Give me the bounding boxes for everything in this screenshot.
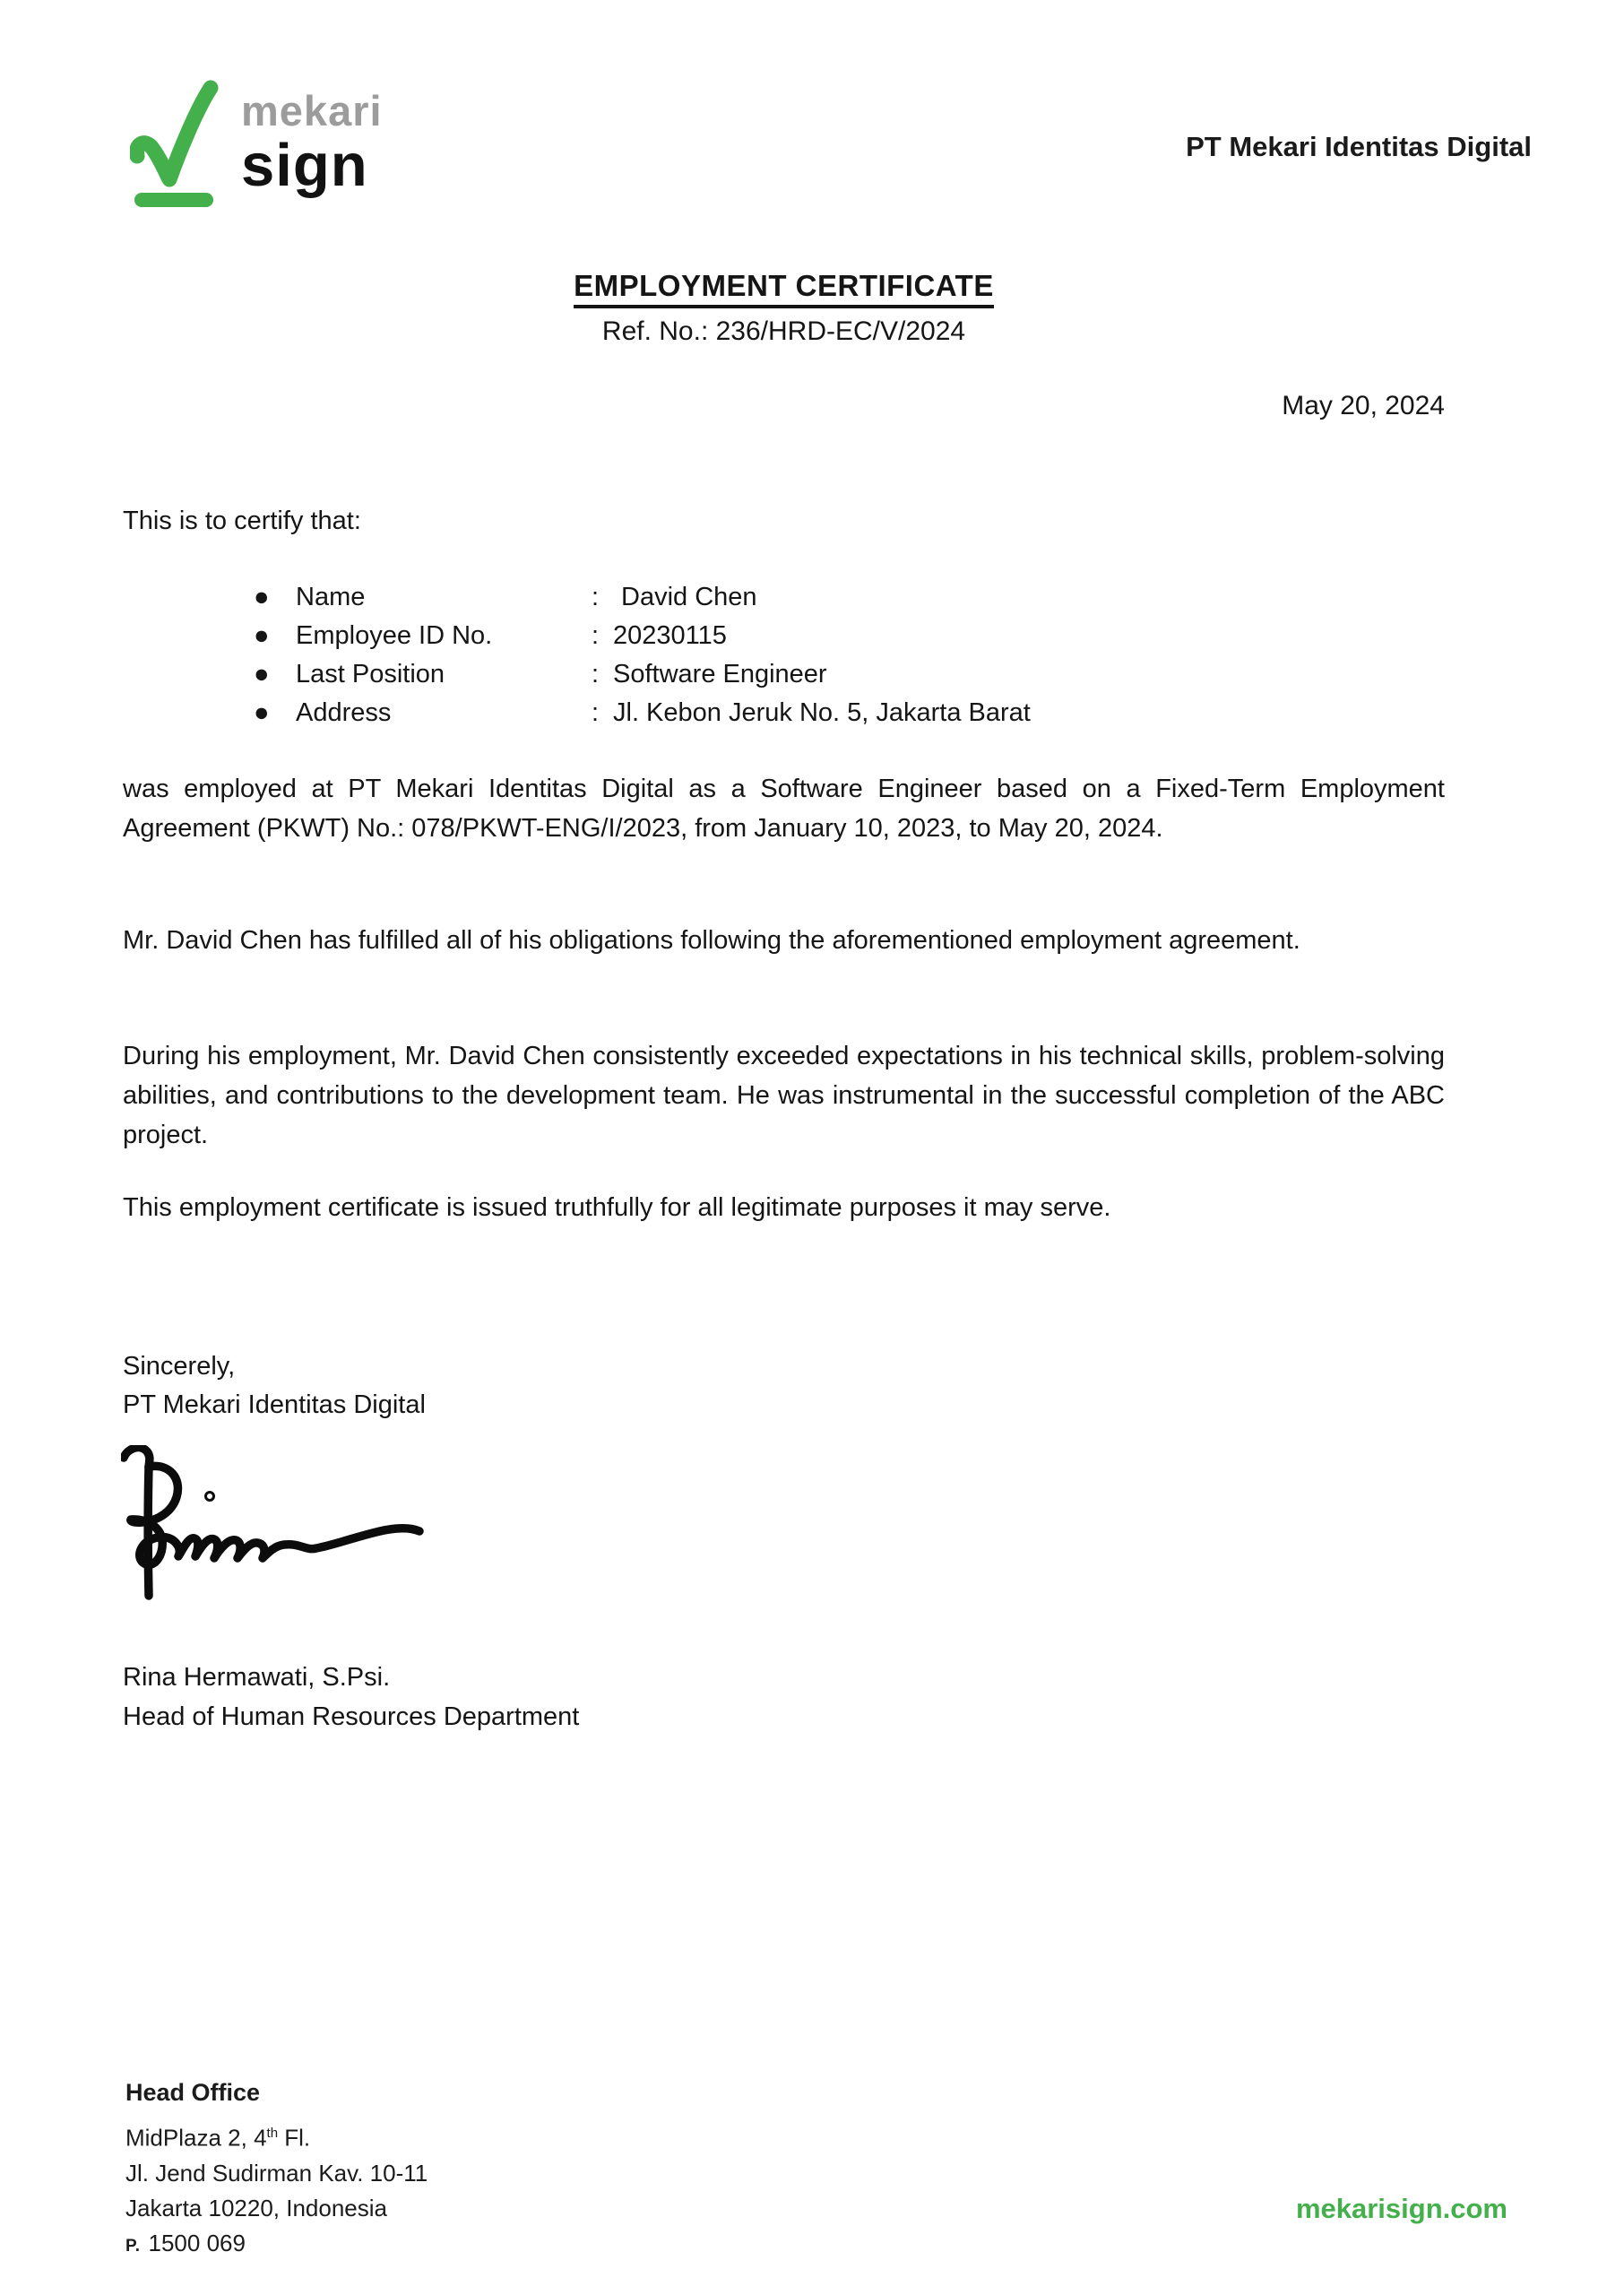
- detail-value: 20230115: [613, 621, 727, 650]
- closing-company: PT Mekari Identitas Digital: [123, 1390, 426, 1419]
- title-block: [123, 269, 1445, 347]
- closing-salutation: Sincerely,: [123, 1352, 236, 1381]
- bullet-icon: ●: [254, 583, 270, 611]
- footer-address-line-1: [125, 2116, 428, 2156]
- signer-name: Rina Hermawati, S.Psi.: [123, 1663, 391, 1692]
- footer-address-line-3: Jakarta 10220, Indonesia: [125, 2194, 387, 2221]
- body-paragraph-purpose: This employment certificate is issued truthfully for all legitimate purposes it may serve.: [123, 1193, 1111, 1222]
- detail-value: Software Engineer: [613, 660, 827, 688]
- footer-phone: [125, 2226, 428, 2264]
- body-paragraph-obligations: Mr. David Chen has fulfilled all of his obligations following the aforementioned employment agreement.: [123, 926, 1300, 955]
- footer-phone-label: P.: [125, 2236, 141, 2256]
- detail-row-employee-id: [254, 617, 1031, 655]
- signature-image: [121, 1445, 426, 1605]
- issue-date: May 20, 2024: [1282, 391, 1445, 420]
- detail-value: David Chen: [621, 583, 757, 611]
- footer-office-label: Head Office: [125, 2079, 261, 2106]
- detail-colon: :: [592, 698, 600, 727]
- bullet-icon: ●: [254, 621, 270, 650]
- footer-floor-superscript: th: [266, 2126, 279, 2141]
- detail-label: Employee ID No.: [296, 621, 493, 650]
- company-name-header: PT Mekari Identitas Digital: [1186, 131, 1532, 162]
- detail-row-address: [254, 694, 1031, 732]
- bullet-icon: ●: [254, 660, 270, 688]
- detail-colon: :: [592, 621, 600, 650]
- certificate-title: EMPLOYMENT CERTIFICATE: [574, 269, 994, 308]
- logo-word-sign: sign: [241, 132, 368, 199]
- logo-word-mekari: mekari: [241, 87, 383, 134]
- detail-row-last-position: [254, 655, 1031, 694]
- footer-phone-number: 1500 069: [148, 2229, 246, 2256]
- detail-value: Jl. Kebon Jeruk No. 5, Jakarta Barat: [613, 698, 1031, 727]
- footer-address-line-2: Jl. Jend Sudirman Kav. 10-11: [125, 2159, 428, 2187]
- detail-label: Last Position: [296, 660, 445, 688]
- footer-address-line-1-suffix: Fl.: [278, 2124, 311, 2152]
- footer-website-link[interactable]: mekarisign.com: [1295, 2193, 1507, 2224]
- body-paragraph-employment: was employed at PT Mekari Identitas Digital as a Software Engineer based on a Fixed-Term Employment Agreement (PKWT) No.: 078/PKWT-ENG/I/2023, from January 10, 2023, to May 20, 2024.: [123, 775, 1445, 843]
- signer-block: [123, 1658, 579, 1736]
- body-paragraph-performance: During his employment, Mr. David Chen consistently exceeded expectations in his technical skills, problem-solving abilities, and contributions to the development team. He was instrumental in the successful completion of the ABC project.: [123, 1042, 1445, 1149]
- detail-row-name: [254, 578, 1031, 617]
- detail-label: Address: [296, 698, 392, 727]
- reference-number: Ref. No.: 236/HRD-EC/V/2024: [601, 316, 966, 346]
- closing-block: [123, 1347, 426, 1425]
- logo-wordmark: [241, 87, 383, 199]
- mekari-sign-logo: [130, 79, 383, 218]
- detail-label: Name: [296, 583, 366, 611]
- detail-colon: :: [592, 583, 600, 611]
- footer-address-line-1-text: MidPlaza 2, 4: [125, 2124, 267, 2152]
- signer-title: Head of Human Resources Department: [123, 1702, 580, 1731]
- detail-colon: :: [592, 660, 600, 688]
- bullet-icon: ●: [254, 698, 270, 727]
- intro-line: This is to certify that:: [123, 507, 361, 535]
- employee-details-list: [254, 578, 1031, 732]
- footer-address-block: [125, 2074, 428, 2264]
- green-check-icon: [130, 79, 220, 218]
- check-underline-bar: [134, 193, 213, 207]
